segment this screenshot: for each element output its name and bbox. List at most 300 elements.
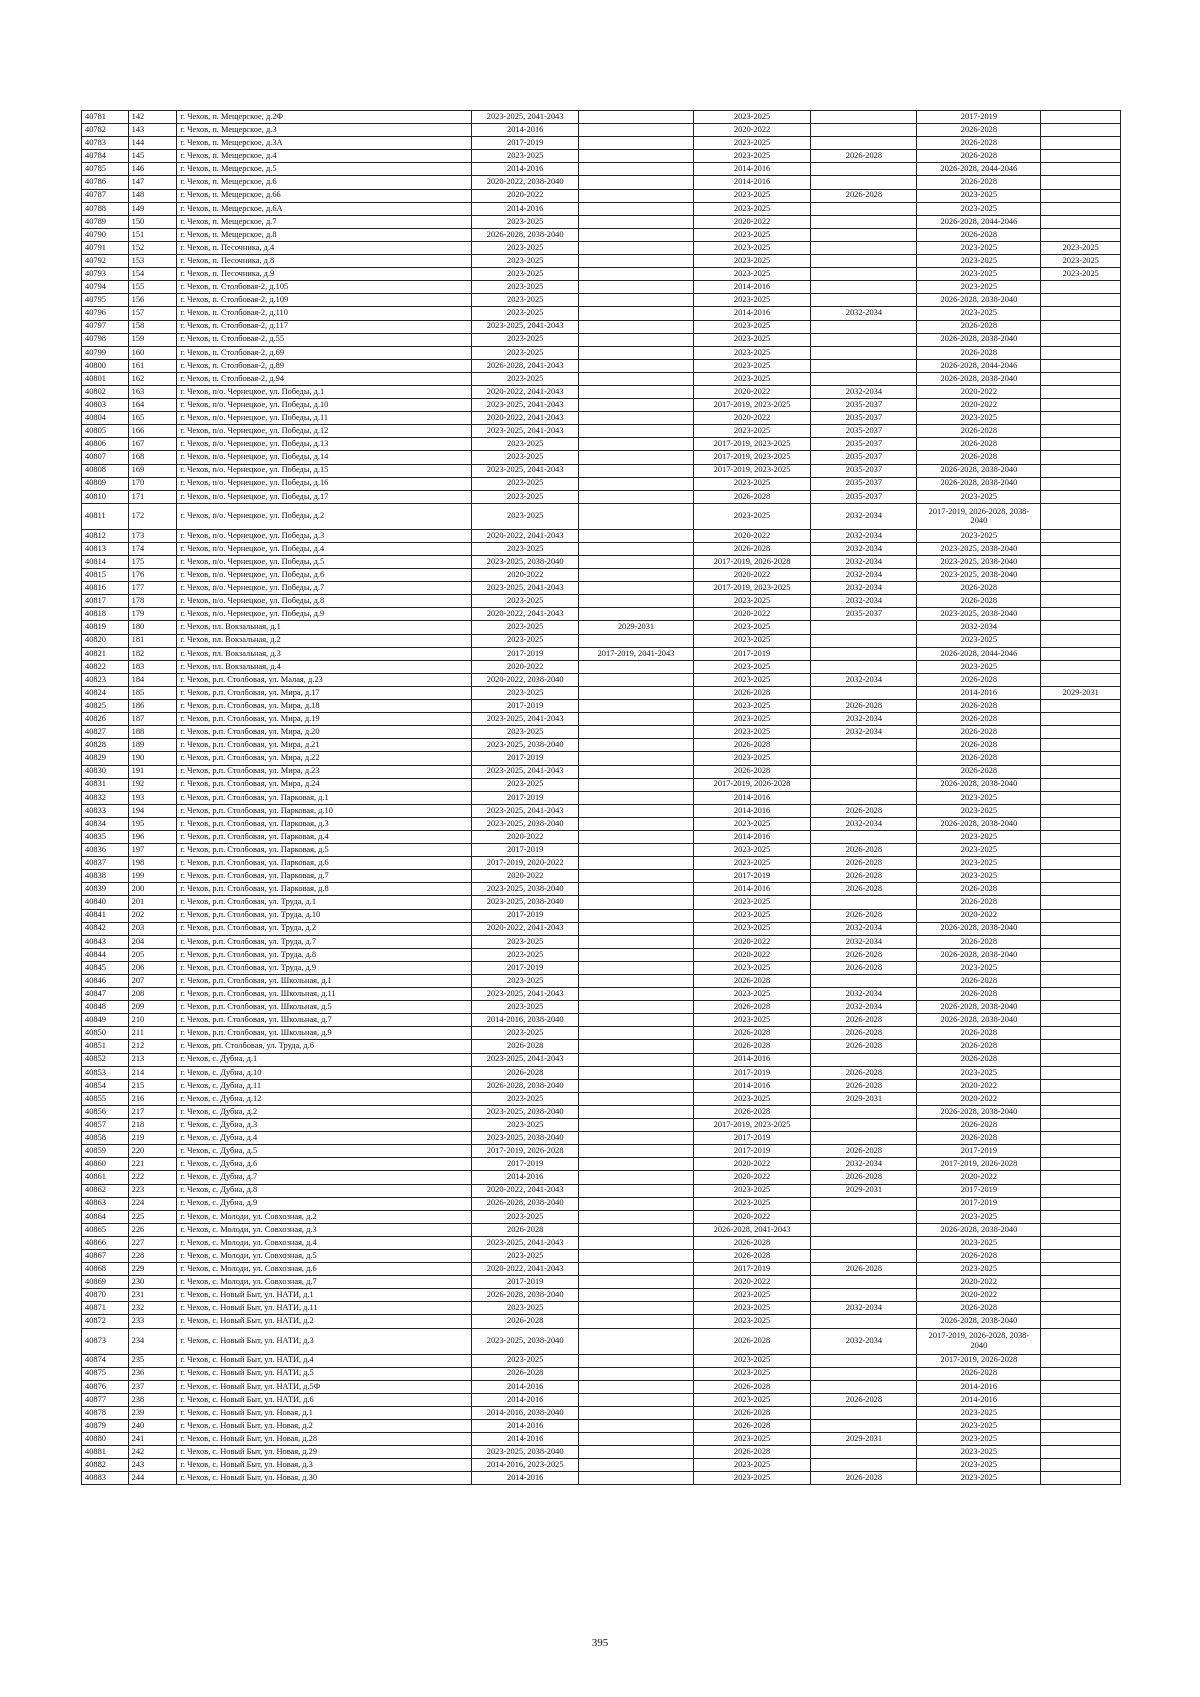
cell-period-col-1: 2023-2025 [472, 621, 579, 634]
cell-address: г. Чехов, р.п. Столбовая, ул. Школьная, д.11 [177, 988, 472, 1001]
cell-period-col-6 [1041, 1014, 1121, 1027]
cell-period-col-6 [1041, 1263, 1121, 1276]
cell-address: г. Чехов, п. Столбовая-2, д.117 [177, 320, 472, 333]
cell-address: г. Чехов, с. Молоди, ул. Совхозная, д.5 [177, 1249, 472, 1262]
cell-row-id: 40854 [82, 1079, 129, 1092]
cell-row-id: 40804 [82, 412, 129, 425]
cell-row-id: 40810 [82, 490, 129, 503]
cell-period-col-1: 2017-2019 [472, 909, 579, 922]
cell-period-col-5: 2017-2019 [917, 1184, 1041, 1197]
cell-period-col-4 [811, 778, 917, 791]
cell-period-col-4: 2032-2034 [811, 307, 917, 320]
cell-period-col-5: 2026-2028 [917, 935, 1041, 948]
cell-period-col-3: 2014-2016 [693, 281, 811, 294]
cell-period-col-4 [811, 1380, 917, 1393]
cell-period-col-1: 2017-2019 [472, 961, 579, 974]
cell-period-col-4: 2026-2028 [811, 1079, 917, 1092]
cell-address: г. Чехов, п/о. Чернецкое, ул. Победы, д.16 [177, 477, 472, 490]
cell-row-id: 40872 [82, 1315, 129, 1328]
cell-row-id: 40833 [82, 804, 129, 817]
cell-period-col-3: 2014-2016 [693, 1079, 811, 1092]
cell-address: г. Чехов, п. Песочника, д.4 [177, 241, 472, 254]
cell-row-number: 193 [128, 791, 177, 804]
cell-period-col-6 [1041, 713, 1121, 726]
cell-period-col-4 [811, 333, 917, 346]
cell-period-col-4: 2035-2037 [811, 490, 917, 503]
cell-period-col-5: 2026-2028 [917, 176, 1041, 189]
cell-row-number: 189 [128, 739, 177, 752]
table-row [82, 1092, 1121, 1105]
cell-address: г. Чехов, с. Молоди, ул. Совхозная, д.3 [177, 1223, 472, 1236]
cell-period-col-3: 2023-2025 [693, 1197, 811, 1210]
cell-row-number: 181 [128, 634, 177, 647]
cell-period-col-3: 2023-2025 [693, 320, 811, 333]
cell-period-col-1: 2014-2016 [472, 1420, 579, 1433]
cell-address: г. Чехов, п. Столбовая-2, д.55 [177, 333, 472, 346]
cell-row-id: 40827 [82, 726, 129, 739]
cell-period-col-3: 2023-2025 [693, 1459, 811, 1472]
table-row [82, 202, 1121, 215]
cell-period-col-6 [1041, 1066, 1121, 1079]
cell-row-id: 40844 [82, 948, 129, 961]
table-row [82, 1119, 1121, 1132]
cell-row-id: 40787 [82, 189, 129, 202]
cell-address: г. Чехов, р.п. Столбовая, ул. Труда, д.10 [177, 909, 472, 922]
cell-period-col-3: 2014-2016 [693, 791, 811, 804]
cell-period-col-6 [1041, 359, 1121, 372]
cell-row-number: 221 [128, 1158, 177, 1171]
cell-row-number: 200 [128, 883, 177, 896]
cell-period-col-4 [811, 281, 917, 294]
cell-period-col-5: 2023-2025 [917, 1236, 1041, 1249]
cell-row-id: 40790 [82, 228, 129, 241]
cell-row-number: 154 [128, 268, 177, 281]
cell-period-col-2 [579, 438, 694, 451]
cell-period-col-3: 2023-2025 [693, 189, 811, 202]
cell-period-col-3: 2017-2019 [693, 1132, 811, 1145]
cell-row-id: 40866 [82, 1236, 129, 1249]
cell-period-col-5: 2026-2028 [917, 451, 1041, 464]
cell-period-col-1: 2023-2025, 2041-2043 [472, 765, 579, 778]
cell-period-col-2 [579, 1354, 694, 1367]
cell-period-col-1: 2014-2016 [472, 1433, 579, 1446]
cell-period-col-1: 2020-2022, 2041-2043 [472, 1263, 579, 1276]
cell-period-col-3: 2023-2025 [693, 202, 811, 215]
cell-period-col-2 [579, 1302, 694, 1315]
cell-period-col-4: 2035-2037 [811, 451, 917, 464]
cell-row-number: 167 [128, 438, 177, 451]
cell-period-col-4: 2026-2028 [811, 857, 917, 870]
cell-period-col-3: 2017-2019, 2023-2025 [693, 1119, 811, 1132]
cell-period-col-3: 2017-2019, 2023-2025 [693, 399, 811, 412]
cell-address: г. Чехов, рп. Столбовая, ул. Труда, д.6 [177, 1040, 472, 1053]
cell-row-number: 180 [128, 621, 177, 634]
cell-address: г. Чехов, с. Новый Быт, ул. НАТИ, д.1 [177, 1289, 472, 1302]
cell-period-col-6 [1041, 1380, 1121, 1393]
cell-period-col-3: 2026-2028 [693, 1380, 811, 1393]
cell-period-col-2 [579, 948, 694, 961]
cell-period-col-4 [811, 124, 917, 137]
cell-row-number: 145 [128, 150, 177, 163]
cell-address: г. Чехов, п. Столбовая-2, д.94 [177, 372, 472, 385]
cell-period-col-6 [1041, 320, 1121, 333]
cell-period-col-4: 2032-2034 [811, 1328, 917, 1354]
cell-row-id: 40789 [82, 215, 129, 228]
cell-period-col-3: 2026-2028 [693, 1446, 811, 1459]
cell-period-col-2 [579, 935, 694, 948]
cell-row-id: 40859 [82, 1145, 129, 1158]
cell-period-col-5: 2026-2028 [917, 438, 1041, 451]
cell-period-col-6: 2023-2025 [1041, 255, 1121, 268]
cell-period-col-6 [1041, 988, 1121, 1001]
cell-period-col-1: 2023-2025 [472, 503, 579, 529]
cell-period-col-4 [811, 320, 917, 333]
cell-period-col-1: 2020-2022 [472, 830, 579, 843]
cell-period-col-3: 2026-2028 [693, 1236, 811, 1249]
cell-period-col-6 [1041, 294, 1121, 307]
cell-period-col-5: 2023-2025 [917, 202, 1041, 215]
cell-period-col-1: 2023-2025 [472, 307, 579, 320]
cell-period-col-3: 2023-2025 [693, 1472, 811, 1485]
cell-period-col-4 [811, 1197, 917, 1210]
cell-row-id: 40812 [82, 529, 129, 542]
cell-period-col-3: 2017-2019, 2023-2025 [693, 582, 811, 595]
cell-address: г. Чехов, р.п. Столбовая, ул. Труда, д.9 [177, 961, 472, 974]
cell-period-col-1: 2023-2025 [472, 294, 579, 307]
cell-row-id: 40824 [82, 686, 129, 699]
cell-row-number: 216 [128, 1092, 177, 1105]
cell-period-col-1: 2017-2019 [472, 137, 579, 150]
cell-row-number: 229 [128, 1263, 177, 1276]
cell-address: г. Чехов, п/о. Чернецкое, ул. Победы, д.5 [177, 556, 472, 569]
cell-period-col-3: 2023-2025 [693, 1315, 811, 1328]
cell-period-col-5: 2026-2028 [917, 150, 1041, 163]
cell-period-col-3: 2023-2025 [693, 634, 811, 647]
cell-period-col-4 [811, 1420, 917, 1433]
table-row [82, 883, 1121, 896]
cell-row-id: 40801 [82, 372, 129, 385]
cell-period-col-6 [1041, 281, 1121, 294]
cell-period-col-5: 2026-2028 [917, 883, 1041, 896]
table-row [82, 542, 1121, 555]
cell-period-col-3: 2026-2028 [693, 765, 811, 778]
cell-period-col-1: 2014-2016 [472, 163, 579, 176]
cell-period-col-5: 2020-2022 [917, 1276, 1041, 1289]
cell-row-id: 40843 [82, 935, 129, 948]
cell-period-col-6 [1041, 1223, 1121, 1236]
cell-period-col-5: 2026-2028 [917, 1119, 1041, 1132]
cell-period-col-6 [1041, 464, 1121, 477]
cell-period-col-4 [811, 752, 917, 765]
cell-address: г. Чехов, с. Новый Быт, ул. НАТИ, д.11 [177, 1302, 472, 1315]
cell-row-id: 40792 [82, 255, 129, 268]
cell-period-col-3: 2023-2025 [693, 372, 811, 385]
cell-period-col-2 [579, 608, 694, 621]
cell-row-id: 40869 [82, 1276, 129, 1289]
cell-period-col-2 [579, 1459, 694, 1472]
cell-period-col-6 [1041, 176, 1121, 189]
table-row [82, 778, 1121, 791]
cell-period-col-2 [579, 399, 694, 412]
cell-period-col-3: 2023-2025 [693, 857, 811, 870]
cell-address: г. Чехов, р.п. Столбовая, ул. Труда, д.8 [177, 948, 472, 961]
cell-period-col-6 [1041, 634, 1121, 647]
cell-period-col-4 [811, 1367, 917, 1380]
cell-period-col-2 [579, 1066, 694, 1079]
cell-period-col-3: 2020-2022 [693, 1210, 811, 1223]
cell-period-col-5: 2020-2022 [917, 385, 1041, 398]
cell-period-col-6 [1041, 857, 1121, 870]
cell-row-id: 40809 [82, 477, 129, 490]
cell-period-col-2 [579, 320, 694, 333]
cell-period-col-4 [811, 1406, 917, 1419]
table-row [82, 739, 1121, 752]
cell-period-col-5: 2023-2025 [917, 1066, 1041, 1079]
cell-period-col-5: 2023-2025 [917, 307, 1041, 320]
cell-row-id: 40788 [82, 202, 129, 215]
cell-row-number: 192 [128, 778, 177, 791]
cell-period-col-1: 2023-2025, 2038-2040 [472, 817, 579, 830]
cell-period-col-3: 2023-2025 [693, 228, 811, 241]
cell-address: г. Чехов, с. Дубна, д.4 [177, 1132, 472, 1145]
cell-address: г. Чехов, с. Дубна, д.9 [177, 1197, 472, 1210]
cell-period-col-6 [1041, 503, 1121, 529]
cell-row-number: 147 [128, 176, 177, 189]
cell-period-col-6 [1041, 778, 1121, 791]
cell-period-col-5: 2023-2025 [917, 804, 1041, 817]
table-row [82, 752, 1121, 765]
cell-period-col-1: 2017-2019 [472, 844, 579, 857]
cell-address: г. Чехов, с. Дубна, д.6 [177, 1158, 472, 1171]
cell-period-col-3: 2020-2022 [693, 529, 811, 542]
table-row [82, 1066, 1121, 1079]
cell-row-id: 40851 [82, 1040, 129, 1053]
cell-period-col-5: 2026-2028, 2038-2040 [917, 948, 1041, 961]
cell-row-id: 40828 [82, 739, 129, 752]
cell-period-col-5: 2026-2028, 2038-2040 [917, 1001, 1041, 1014]
cell-period-col-4: 2032-2034 [811, 385, 917, 398]
table-row [82, 582, 1121, 595]
cell-row-id: 40881 [82, 1446, 129, 1459]
cell-period-col-6 [1041, 1040, 1121, 1053]
cell-period-col-3: 2017-2019 [693, 1066, 811, 1079]
cell-row-id: 40845 [82, 961, 129, 974]
cell-period-col-3: 2023-2025 [693, 922, 811, 935]
table-row [82, 660, 1121, 673]
cell-period-col-2 [579, 294, 694, 307]
table-row [82, 346, 1121, 359]
cell-row-id: 40821 [82, 647, 129, 660]
cell-period-col-2 [579, 1433, 694, 1446]
cell-period-col-2 [579, 189, 694, 202]
cell-address: г. Чехов, с. Новый Быт, ул. Новая, д.3 [177, 1459, 472, 1472]
cell-period-col-1: 2014-2016 [472, 1171, 579, 1184]
cell-period-col-4: 2029-2031 [811, 1184, 917, 1197]
cell-period-col-4 [811, 660, 917, 673]
cell-row-id: 40823 [82, 673, 129, 686]
table-row [82, 647, 1121, 660]
cell-period-col-1: 2023-2025, 2038-2040 [472, 896, 579, 909]
cell-period-col-6 [1041, 909, 1121, 922]
cell-period-col-2 [579, 1223, 694, 1236]
cell-row-number: 213 [128, 1053, 177, 1066]
cell-period-col-2 [579, 137, 694, 150]
cell-period-col-6 [1041, 739, 1121, 752]
cell-period-col-4 [811, 241, 917, 254]
cell-address: г. Чехов, п. Столбовая-2, д.109 [177, 294, 472, 307]
cell-period-col-4: 2032-2034 [811, 529, 917, 542]
cell-period-col-2 [579, 988, 694, 1001]
cell-period-col-1: 2020-2022, 2041-2043 [472, 608, 579, 621]
cell-period-col-1: 2023-2025, 2038-2040 [472, 1328, 579, 1354]
cell-period-col-5: 2026-2028, 2038-2040 [917, 1105, 1041, 1118]
cell-period-col-5: 2026-2028 [917, 988, 1041, 1001]
cell-period-col-1: 2023-2025, 2041-2043 [472, 713, 579, 726]
cell-period-col-6 [1041, 542, 1121, 555]
cell-period-col-1: 2017-2019 [472, 1158, 579, 1171]
cell-row-number: 203 [128, 922, 177, 935]
cell-row-id: 40847 [82, 988, 129, 1001]
cell-row-id: 40807 [82, 451, 129, 464]
cell-address: г. Чехов, р.п. Столбовая, ул. Парковая, д.7 [177, 870, 472, 883]
cell-row-number: 198 [128, 857, 177, 870]
cell-period-col-2 [579, 1184, 694, 1197]
cell-period-col-1: 2017-2019 [472, 752, 579, 765]
cell-period-col-2 [579, 582, 694, 595]
cell-period-col-1: 2023-2025, 2038-2040 [472, 739, 579, 752]
cell-row-number: 176 [128, 569, 177, 582]
cell-period-col-3: 2023-2025 [693, 477, 811, 490]
cell-period-col-3: 2023-2025 [693, 346, 811, 359]
table-row [82, 713, 1121, 726]
cell-period-col-6 [1041, 1249, 1121, 1262]
cell-period-col-5: 2017-2019 [917, 111, 1041, 124]
cell-row-number: 219 [128, 1132, 177, 1145]
cell-period-col-2 [579, 385, 694, 398]
table-row [82, 1158, 1121, 1171]
cell-period-col-5: 2017-2019, 2026-2028, 2038-2040 [917, 503, 1041, 529]
cell-period-col-1: 2023-2025, 2038-2040 [472, 1446, 579, 1459]
cell-period-col-5: 2026-2028 [917, 1249, 1041, 1262]
cell-period-col-6 [1041, 1276, 1121, 1289]
cell-period-col-5: 2026-2028 [917, 124, 1041, 137]
table-row [82, 961, 1121, 974]
cell-period-col-6 [1041, 189, 1121, 202]
cell-period-col-5: 2026-2028 [917, 713, 1041, 726]
cell-period-col-1: 2023-2025 [472, 1119, 579, 1132]
cell-period-col-5: 2032-2034 [917, 621, 1041, 634]
cell-period-col-6 [1041, 399, 1121, 412]
cell-row-number: 233 [128, 1315, 177, 1328]
cell-period-col-6 [1041, 1145, 1121, 1158]
cell-row-id: 40832 [82, 791, 129, 804]
cell-address: г. Чехов, р.п. Столбовая, ул. Парковая, д.1 [177, 791, 472, 804]
cell-period-col-2 [579, 896, 694, 909]
cell-period-col-6 [1041, 1132, 1121, 1145]
cell-period-col-5: 2023-2025 [917, 1446, 1041, 1459]
cell-period-col-1: 2023-2025 [472, 1092, 579, 1105]
cell-period-col-1: 2023-2025, 2038-2040 [472, 1105, 579, 1118]
cell-address: г. Чехов, р.п. Столбовая, ул. Парковая, д.6 [177, 857, 472, 870]
cell-address: г. Чехов, с. Дубна, д.3 [177, 1119, 472, 1132]
table-row [82, 1197, 1121, 1210]
cell-address: г. Чехов, п. Песочника, д.8 [177, 255, 472, 268]
cell-row-id: 40813 [82, 542, 129, 555]
cell-period-col-3: 2026-2028 [693, 975, 811, 988]
table-row [82, 673, 1121, 686]
table-row [82, 1132, 1121, 1145]
cell-address: г. Чехов, п. Мещерское, д.66 [177, 189, 472, 202]
cell-period-col-1: 2023-2025 [472, 726, 579, 739]
cell-period-col-5: 2023-2025 [917, 529, 1041, 542]
cell-period-col-1: 2023-2025, 2041-2043 [472, 804, 579, 817]
cell-period-col-2: 2017-2019, 2041-2043 [579, 647, 694, 660]
cell-period-col-4: 2032-2034 [811, 726, 917, 739]
table-row [82, 1446, 1121, 1459]
cell-period-col-4: 2032-2034 [811, 1302, 917, 1315]
table-row [82, 686, 1121, 699]
cell-period-col-6 [1041, 961, 1121, 974]
cell-period-col-1: 2026-2028, 2038-2040 [472, 1079, 579, 1092]
cell-row-id: 40862 [82, 1184, 129, 1197]
cell-address: г. Чехов, п/о. Чернецкое, ул. Победы, д.14 [177, 451, 472, 464]
cell-row-id: 40842 [82, 922, 129, 935]
cell-address: г. Чехов, п. Мещерское, д.8 [177, 228, 472, 241]
cell-period-col-2 [579, 268, 694, 281]
cell-period-col-2 [579, 529, 694, 542]
cell-period-col-5: 2026-2028 [917, 1040, 1041, 1053]
cell-period-col-2 [579, 477, 694, 490]
cell-period-col-1: 2023-2025 [472, 268, 579, 281]
cell-row-number: 170 [128, 477, 177, 490]
cell-row-number: 160 [128, 346, 177, 359]
cell-period-col-1: 2026-2028 [472, 1367, 579, 1380]
cell-period-col-3: 2017-2019, 2026-2028 [693, 556, 811, 569]
table-row [82, 1249, 1121, 1262]
cell-period-col-4: 2032-2034 [811, 1001, 917, 1014]
cell-row-id: 40838 [82, 870, 129, 883]
cell-address: г. Чехов, с. Новый Быт, ул. НАТИ, д.4 [177, 1354, 472, 1367]
cell-period-col-6 [1041, 726, 1121, 739]
cell-period-col-2 [579, 1446, 694, 1459]
table-row [82, 1367, 1121, 1380]
cell-period-col-6 [1041, 1105, 1121, 1118]
cell-period-col-4: 2032-2034 [811, 556, 917, 569]
cell-row-number: 143 [128, 124, 177, 137]
cell-row-id: 40791 [82, 241, 129, 254]
cell-row-number: 205 [128, 948, 177, 961]
table-row [82, 1420, 1121, 1433]
cell-address: г. Чехов, р.п. Столбовая, ул. Малая, д.23 [177, 673, 472, 686]
cell-period-col-2 [579, 228, 694, 241]
cell-period-col-2 [579, 333, 694, 346]
cell-period-col-3: 2014-2016 [693, 176, 811, 189]
table-row [82, 700, 1121, 713]
cell-row-id: 40799 [82, 346, 129, 359]
cell-row-number: 184 [128, 673, 177, 686]
cell-row-number: 208 [128, 988, 177, 1001]
table-row [82, 595, 1121, 608]
cell-period-col-6 [1041, 1001, 1121, 1014]
cell-period-col-3: 2026-2028, 2041-2043 [693, 1223, 811, 1236]
cell-period-col-1: 2026-2028, 2038-2040 [472, 1197, 579, 1210]
cell-row-number: 168 [128, 451, 177, 464]
cell-period-col-4 [811, 176, 917, 189]
cell-period-col-1: 2023-2025 [472, 778, 579, 791]
table-row [82, 1263, 1121, 1276]
cell-period-col-1: 2023-2025, 2041-2043 [472, 464, 579, 477]
cell-period-col-4: 2032-2034 [811, 713, 917, 726]
